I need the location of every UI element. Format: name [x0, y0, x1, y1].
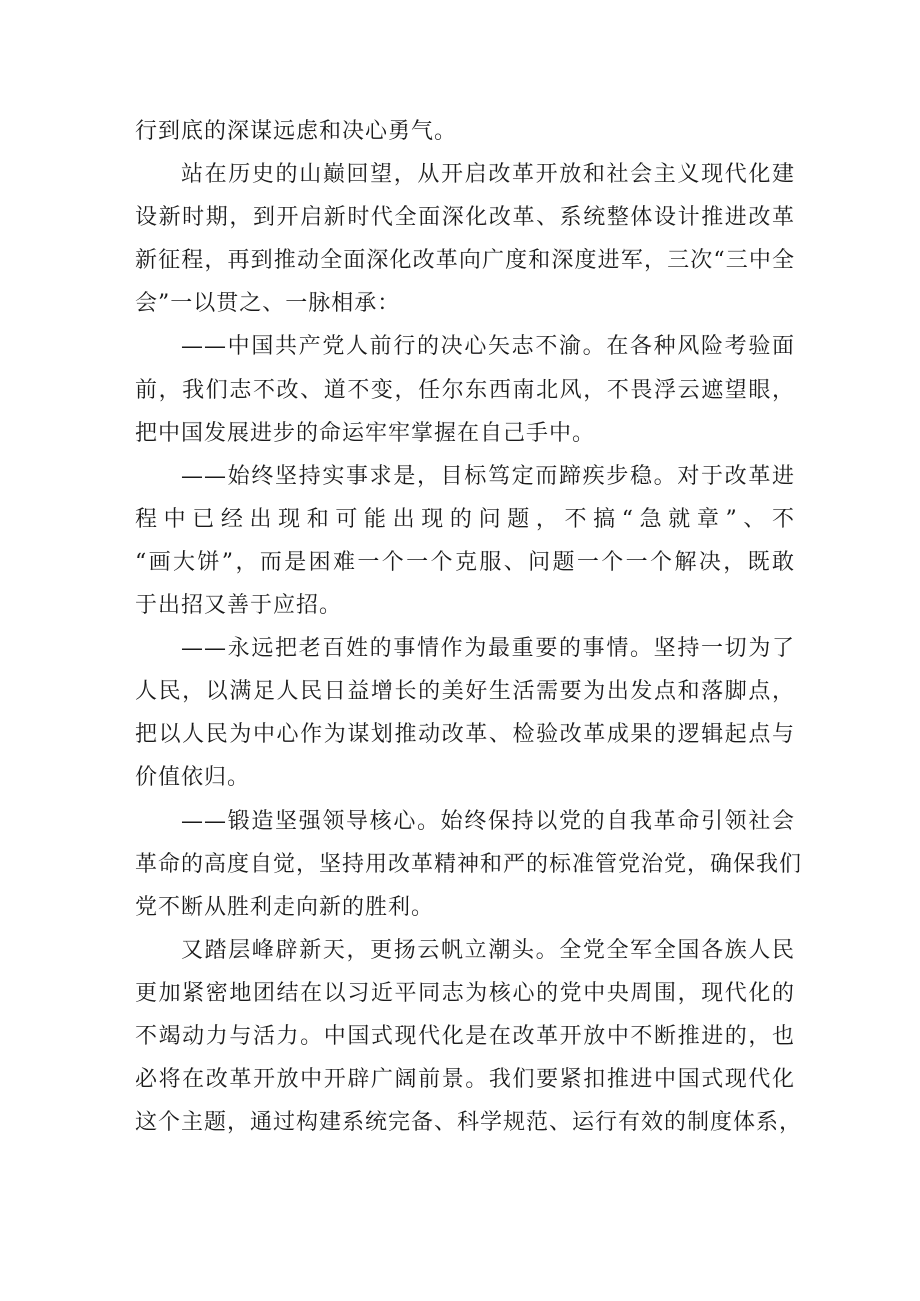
text-line: 前，我们志不改、道不变，任尔东西南北风，不畏浮云遮望眼，	[135, 377, 795, 403]
text-line: ——永远把老百姓的事情作为最重要的事情。坚持一切为了	[181, 636, 795, 662]
paragraph	[135, 800, 803, 929]
text-line: 革命的高度自觉，坚持用改革精神和严的标准管党治党，确保我们	[135, 851, 803, 877]
text-line: 会”一以贯之、一脉相承：	[135, 291, 401, 317]
text-line: 人民，以满足人民日益增长的美好生活需要为出发点和落脚点，	[135, 679, 795, 705]
text-line: 新征程，再到推动全面深化改革向广度和深度进军，三次“三中全	[135, 248, 795, 274]
paragraph	[135, 455, 795, 627]
document-body	[135, 110, 803, 1144]
text-line: 行到底的深谋远虑和决心勇气。	[135, 119, 458, 144]
text-line: ——始终坚持实事求是，目标笃定而蹄疾步稳。对于改革进	[181, 463, 795, 489]
text-line: ——中国共产党人前行的决心矢志不渝。在各种风险考验面	[181, 334, 795, 360]
text-line: 程中已经出现和可能出现的问题，不搞“急就章”、不	[135, 506, 795, 532]
text-line: ——锻造坚强领导核心。始终保持以党的自我革命引领社会	[181, 808, 795, 834]
text-line: 不竭动力与活力。中国式现代化是在改革开放中不断推进的，也	[135, 1023, 795, 1049]
text-line: 又踏层峰辟新天，更扬云帆立潮头。全党全军全国各族人民	[181, 937, 795, 963]
text-line: 站在历史的山巅回望，从开启改革开放和社会主义现代化建	[181, 162, 795, 188]
text-line: 设新时期，到开启新时代全面深化改革、系统整体设计推进改革	[135, 205, 795, 231]
text-line: 党不断从胜利走向新的胜利。	[135, 894, 435, 920]
text-line: 这个主题，通过构建系统完备、科学规范、运行有效的制度体系，	[135, 1110, 803, 1136]
text-line: 把以人民为中心作为谋划推动改革、检验改革成果的逻辑起点与	[135, 722, 795, 748]
paragraph	[135, 110, 795, 153]
text-line: 价值依归。	[135, 765, 251, 791]
text-line: 更加紧密地团结在以习近平同志为核心的党中央周围，现代化的	[135, 980, 795, 1006]
paragraph	[135, 929, 803, 1144]
text-line: 于出招又善于应招。	[135, 593, 343, 619]
text-line: 把中国发展进步的命运牢牢掌握在自己手中。	[135, 420, 596, 446]
paragraph	[135, 153, 795, 325]
paragraph	[135, 325, 795, 454]
text-line: “画大饼”，而是困难一个一个克服、问题一个一个解决，既敢	[135, 549, 795, 575]
paragraph	[135, 627, 795, 799]
text-line: 必将在改革开放中开辟广阔前景。我们要紧扣推进中国式现代化	[135, 1067, 795, 1093]
